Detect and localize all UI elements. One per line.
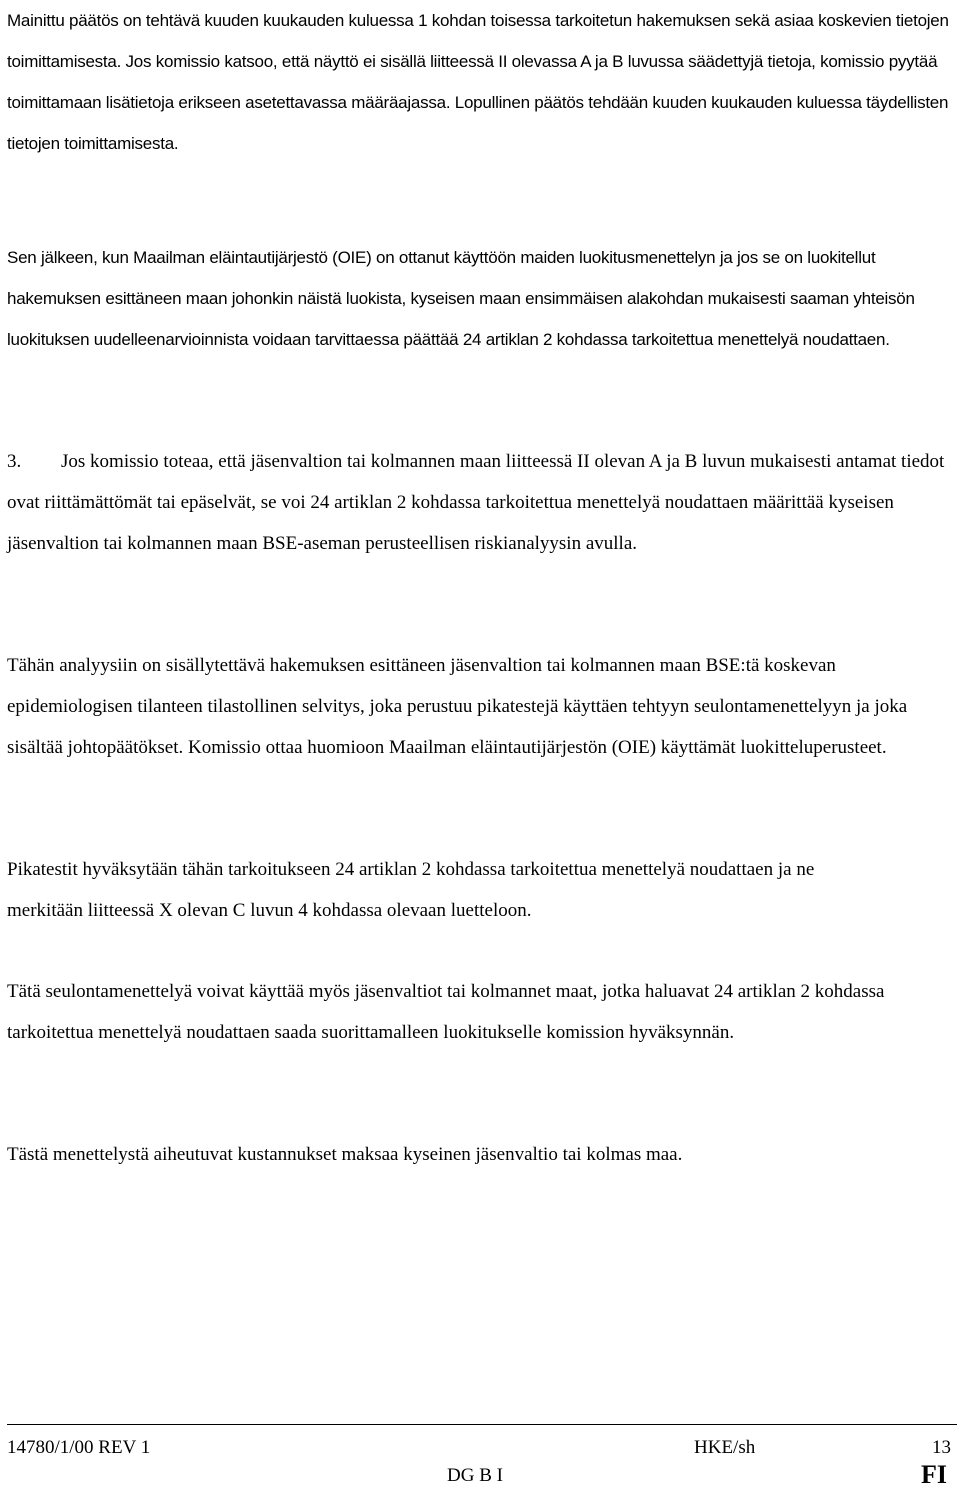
footer-page-number: 13 [932,1437,951,1458]
footer-directorate: DG B I [447,1465,503,1486]
paragraph-screening-procedure: Tätä seulontamenettelyä voivat käyttää myös jäsenvaltiot tai kolmannet maat, jotka haluavat 24 artiklan 2 kohdassa tarkoitettua menettelyä noudattaen saada suorittamalleen luokitukselle komission hyväksynnän. [7,981,885,1043]
paragraph-rapid-tests: Pikatestit hyväksytään tähän tarkoitukseen 24 artiklan 2 kohdassa tarkoitettua menettelyä noudattaen ja ne merkitään liitteessä X olevan C luvun 4 kohdassa olevaan luetteloon. [7,859,815,921]
footer-document-reference: 14780/1/00 REV 1 [7,1437,151,1458]
footer-divider [7,1424,957,1425]
paragraph-point-3 [7,441,953,564]
paragraph-point-3-text: Jos komissio toteaa, että jäsenvaltion tai kolmannen maan liitteessä II olevan A ja B luvun mukaisesti antamat tiedot ovat riittämättömät tai epäselvät, se voi 24 artiklan 2 kohdassa tarkoitettua menettelyä noudattaen määrittää kyseisen jäsenvaltion tai kolmannen maan BSE-aseman perusteellisen riskianalyysin avulla. [7,451,945,554]
paragraph-analysis-content: Tähän analyysiin on sisällytettävä hakemuksen esittäneen jäsenvaltion tai kolmannen maan BSE:tä koskevan epidemiologisen tilanteen tilastollinen selvitys, joka perustuu pikatestejä käyttäen tehtyyn seulontamenettelyyn ja joka sisältää johtopäätökset. Komissio ottaa huomioon Maailman eläintautijärjestön (OIE) käyttämät luokitteluperusteet. [7,655,908,758]
footer-initials: HKE/sh [694,1437,756,1458]
paragraph-oie-classification: Sen jälkeen, kun Maailman eläintautijärjestö (OIE) on ottanut käyttöön maiden luokitusmenettelyn ja jos se on luokitellut hakemuksen esittäneen maan johonkin näistä luokista, kyseisen maan ensimmäisen alakohdan mukaisesti saaman yhteisön luokituksen uudelleenarvioinnista voidaan tarvittaessa päättää 24 artiklan 2 kohdassa tarkoitettua menettelyä noudattaen. [7,248,915,349]
paragraph-costs: Tästä menettelystä aiheutuvat kustannukset maksaa kyseinen jäsenvaltio tai kolmas maa. [7,1144,683,1165]
paragraph-decision-deadline: Mainittu päätös on tehtävä kuuden kuukauden kuluessa 1 kohdan toisessa tarkoitetun hakemuksen sekä asiaa koskevien tietojen toimittamisesta. Jos komissio katsoo, että näyttö ei sisällä liitteessä II olevassa A ja B luvussa säädettyjä tietoja, komissio pyytää toimittamaan lisätietoja erikseen asetettavassa määräajassa. Lopullinen päätös tehdään kuuden kuukauden kuluessa täydellisten tietojen toimittamisesta. [7,11,949,153]
footer-language-code: FI [921,1460,947,1489]
paragraph-number: 3. [7,451,22,472]
